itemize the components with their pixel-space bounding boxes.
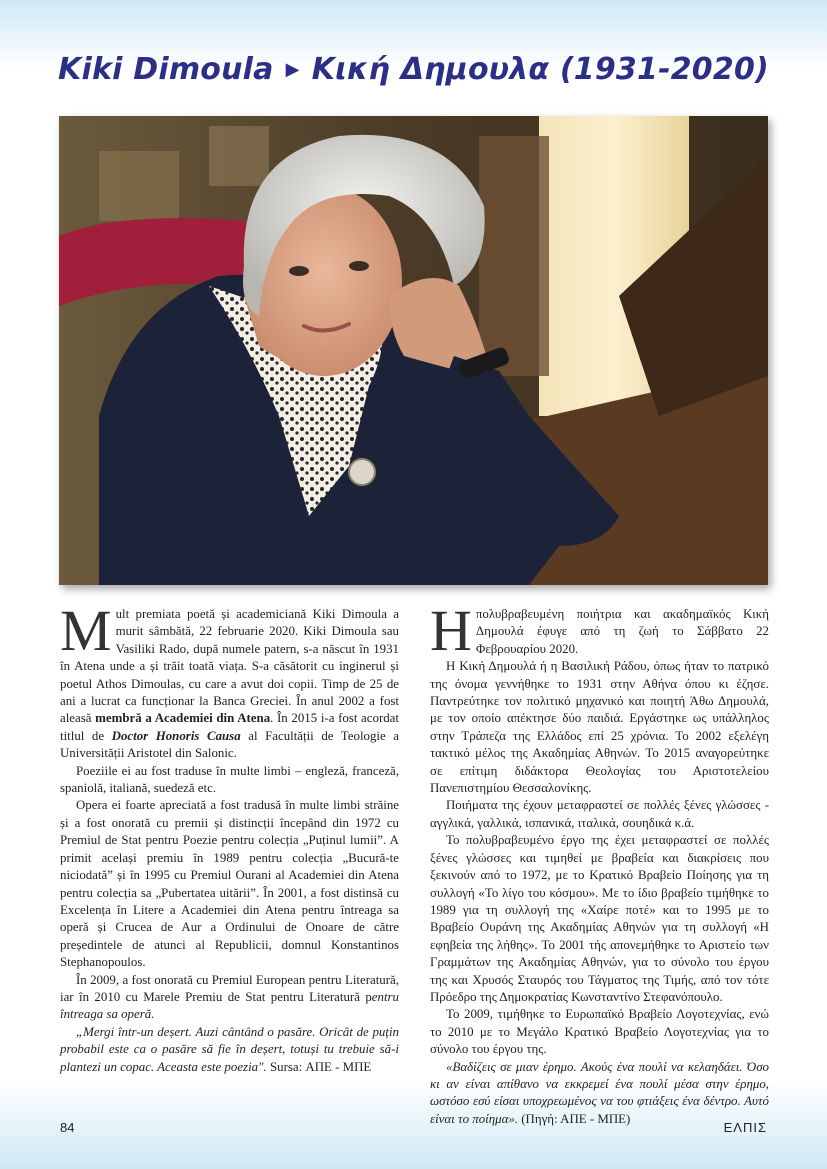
romanian-article-column xyxy=(60,598,399,1076)
bold-italic-text: Doctor Honoris Causa xyxy=(111,728,241,743)
italic-text: entru întreaga sa operă. xyxy=(60,989,399,1022)
paragraph xyxy=(60,1024,399,1076)
portrait-photo xyxy=(59,116,768,585)
title-latin: Kiki Dimoula xyxy=(58,52,274,87)
drop-cap: M xyxy=(60,598,112,663)
drop-cap: Η xyxy=(430,598,472,663)
paragraph: Η Κική Δημουλά ή η Βασιλική Ράδου, όπως ήταν το πατρικό της όνομα γεννήθηκε το 1931 στην Αθήνα όπου κι έζησε. Παντρεύτηκε τον πολιτικό μηχανικό και ποιητή Άθω Δημουλά, με τον οποίο απέκτησε δύο παιδιά. Εργάστηκε ως υπάλληλος στην Τράπεζα της Ελλάδος επί 25 χρόνια. Το 2002 εξελέγη τακτικό μέλος της Ακαδημίας Αθηνών. Το 2015 αναγορεύτηκε σε επίτιμη διδάκτορα Θεολογίας του Αριστοτελείου Πανεπιστημίου Θεσσαλονίκης. xyxy=(430,659,769,796)
paragraph xyxy=(430,598,769,663)
page-number: 84 xyxy=(60,1120,75,1135)
paragraph-text: . În 2015 i-a fost acordat titlul de xyxy=(60,711,399,743)
paragraph: Το πολυβραβευμένο έργο της έχει μεταφραστεί σε πολλές ξένες γλώσσες και τιμηθεί με βραβεία και διακρίσεις που ξεκινούν από το 1972, με το Κρατικό Βραβείο Ποίησης για τη συλλογή «Το λίγο του κόσμου». Με το ίδιο βραβείο τιμήθηκε το 1989 για τη συλλογή της «Χαίρε ποτέ» και το 1995 με το Βραβείο Ουράνη της Ακαδημίας Αθηνών για τη συλλογή «Η εφηβεία της λήθης». Το 2001 τής απονεμήθηκε το Αριστείο των Γραμμάτων της Ακαδημίας Αθηνών, για το σύνολο του έργου της και Χρυσός Σταυρός του Τάγματος της Τιμής, από τον τότε Πρόεδρο της Δημοκρατίας Κωνσταντίνο Στεφανόπουλο. xyxy=(430,833,769,1004)
portrait-illustration xyxy=(59,116,768,585)
paragraph-text: al Facultății de Teologie a Universității Aristotel din Salonic. xyxy=(60,728,399,761)
page-title xyxy=(0,52,827,87)
paragraph: Opera ei foarte apreciată a fost tradusă în multe limbi străine și a fost onorată cu premii și distincții începând din 1972 cu Premiul de Stat pentru Poezie pentru colecția „Puținul lumii”. A primit același premiu în 1989 pentru colecția „Bucură-te niciodată” și în 1995 cu Premiul Ourani al Academiei din Atena pentru colecția sa „Pubertatea uitării”. În 2001, a fost distinsă cu Excelența în Litere a Academiei din Atena pentru întreaga sa operă și Crucea de Aur a Ordinului de Onoare de către președintele de atunci al Republicii, domnul Konstantinos Stephanopoulos. xyxy=(60,798,399,970)
paragraph-text: În 2009, a fost onorată cu Premiul European pentru Literatură, iar în 2010 cu Marele Premiu de Stat pentru Literatură p xyxy=(60,972,399,1004)
paragraph xyxy=(430,1059,769,1129)
paragraph: Το 2009, τιμήθηκε το Ευρωπαϊκό Βραβείο Λογοτεχνίας, ενώ το 2010 με το Μεγάλο Κρατικό Βραβείο Λογοτεχνίας για το σύνολο του έργου της. xyxy=(430,1007,769,1057)
right-triangle-icon: ▶ xyxy=(285,59,300,80)
paragraph xyxy=(60,972,399,1024)
title-greek: Κική Δημουλα (1931-2020) xyxy=(311,52,769,87)
paragraph: Ποιήματα της έχουν μεταφραστεί σε πολλές ξένες γλώσσες - αγγλικά, γαλλικά, ισπανικά, ιταλικά, σουηδικά κ.ά. xyxy=(430,798,769,830)
quote-text: „Mergi într-un deșert. Auzi cântând o pasăre. Oricât de puțin probabil este ca o pasăre să fie în deșert, totuși tu trebuie să-i plantezi un copac. Aceasta este poezia". xyxy=(60,1024,399,1074)
magazine-name: ΕΛΠΙΣ xyxy=(723,1120,767,1135)
source-text: (Πηγή: ΑΠΕ - ΜΠΕ) xyxy=(521,1111,631,1126)
paragraph xyxy=(60,598,399,763)
paragraph-text: πολυβραβευμένη ποιήτρια και ακαδημαϊκός Κική Δημουλά έφυγε από τη ζωή το Σάββατο 22 Φεβρουαρίου 2020. xyxy=(475,607,769,656)
greek-article-column xyxy=(430,598,769,1128)
source-text: Sursa: ΑΠΕ - ΜΠΕ xyxy=(269,1059,372,1074)
quote-text: «Βαδίζεις σε μιαν έρημο. Ακούς ένα πουλί να κελαηδάει. Όσο κι αν είναι απίθανο να εκκρεμεί ένα πουλί μέσα στην έρημο, ωστόσο εσύ είσαι υποχρεωμένος να του φτιάξεις ένα δέντρο. Αυτό είναι το ποίημα». xyxy=(430,1059,769,1126)
paragraph: Poeziile ei au fost traduse în multe limbi – engleză, franceză, spaniolă, italiană, suedeză etc. xyxy=(60,763,399,796)
paragraph-text: ult premiata poetă și academiciană Kiki Dimoula a murit sâmbătă, 22 februarie 2020. Kiki Dimoula sau Vasiliki Rado, după numele patern, s-a născut în 1931 în Atena unde a și trăit toată viața. S-a căsătorit cu inginerul și poetul Athos Dimoulas, cu care a avut doi copii. Timp de 25 de ani a lucrat ca funcționar la Banca Greciei. În anul 2002 a fost aleasă xyxy=(60,607,399,726)
bold-text: membră a Academiei din Atena xyxy=(95,711,271,726)
